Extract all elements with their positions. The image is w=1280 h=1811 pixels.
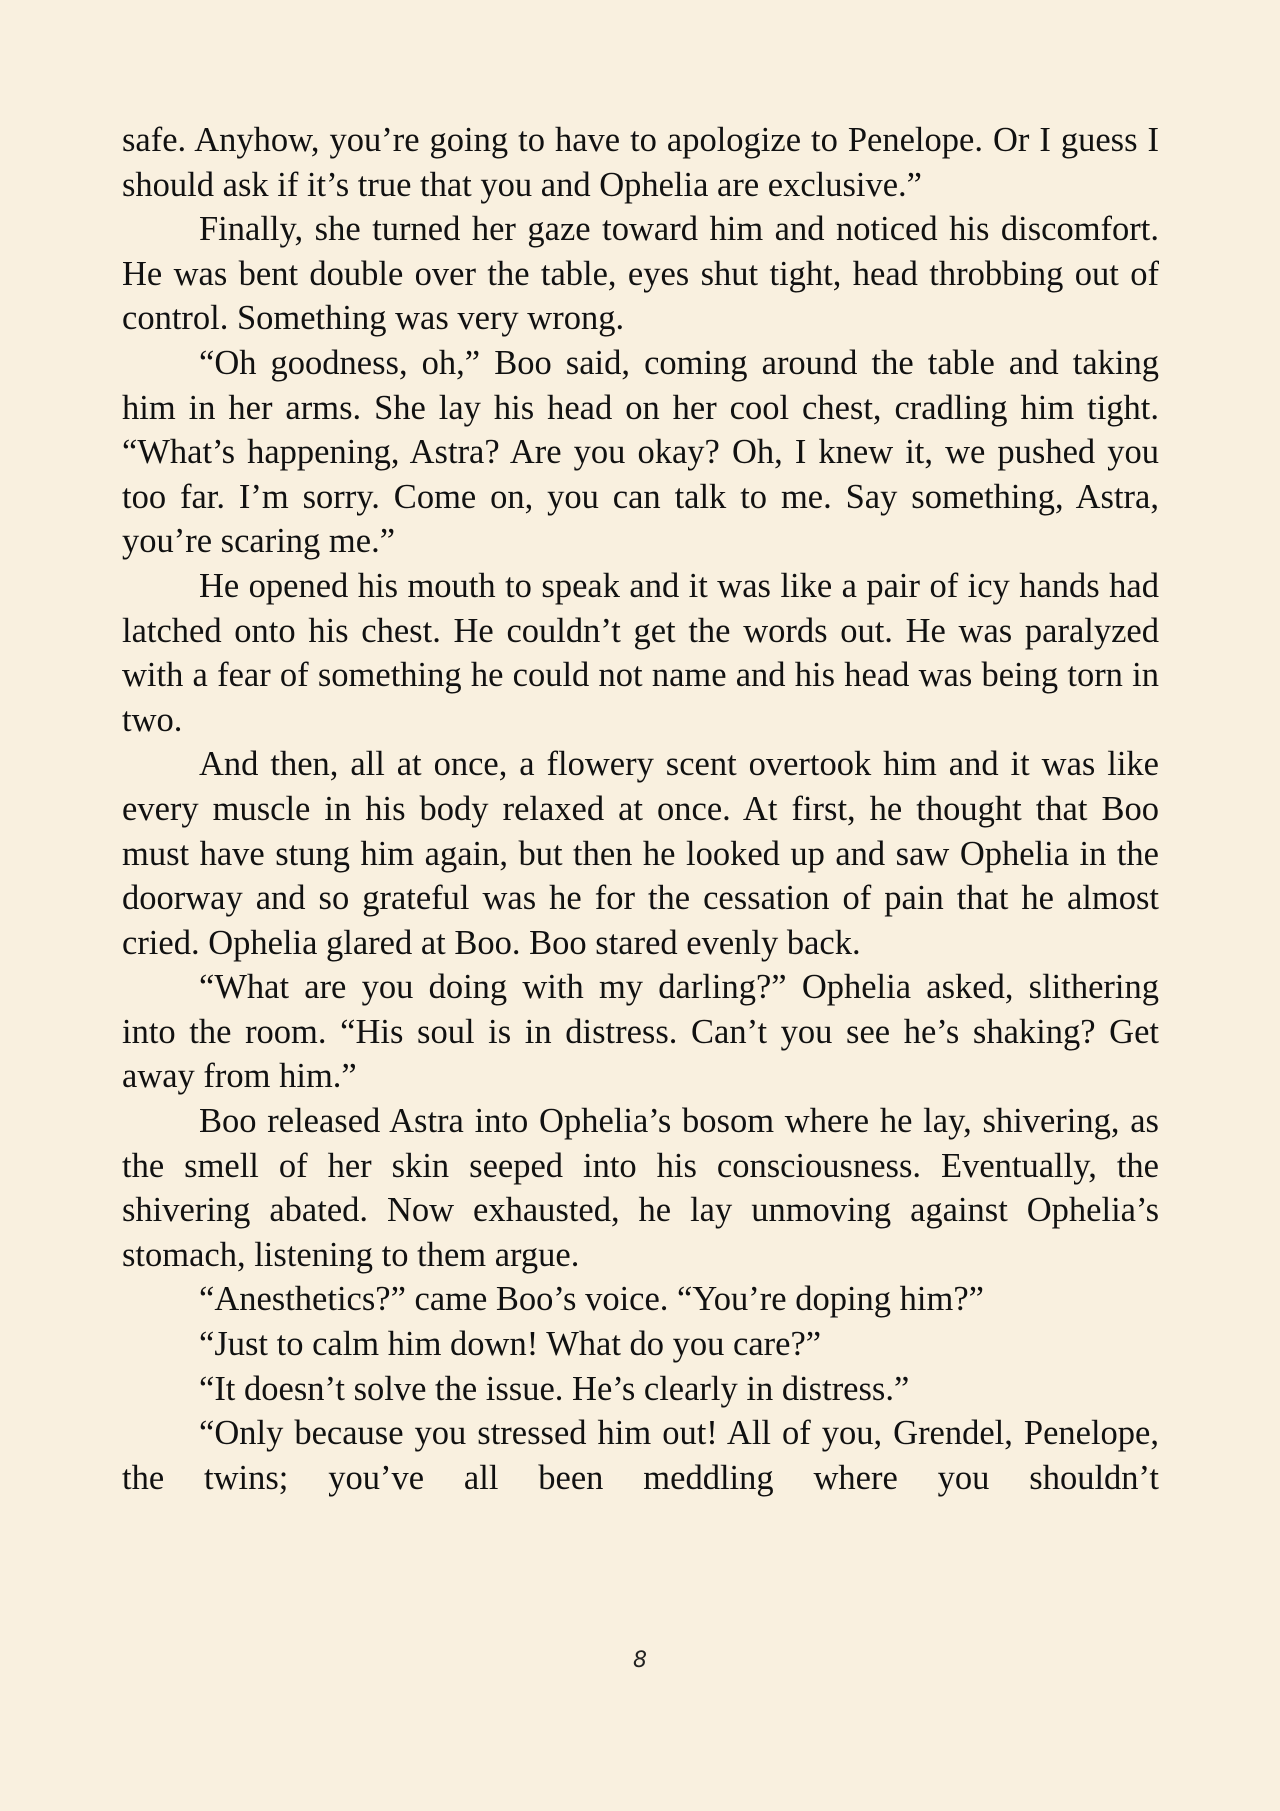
page-number: 8 (633, 1648, 647, 1673)
paragraph-11: “Only because you stressed him out! All of you, Grendel, Penelope, the twins; you’ve all been meddling where you shouldn’t (122, 1414, 1159, 1497)
paragraph-2: Finally, she turned her gaze toward him and noticed his discomfort. He was bent double over the table, eyes shut tight, head throbbing out of control. Something was very wrong. (122, 210, 1159, 338)
paragraph-6: “What are you doing with my darling?” Ophelia asked, slithering into the room. “His soul is in distress. Can’t you see he’s shaking? Get away from him.” (122, 968, 1159, 1096)
paragraph-3: “Oh goodness, oh,” Boo said, coming around the table and taking him in her arms. She lay his head on her cool chest, cradling him tight. “What’s happening, Astra? Are you okay? Oh, I knew it, we pushed you too far. I’m sorry. Come on, you can talk to me. Say something, Astra, you’re scaring me.” (122, 343, 1159, 561)
paragraph-4: He opened his mouth to speak and it was like a pair of icy hands had latched onto his chest. He couldn’t get the words out. He was paralyzed with a fear of something he could not name and his head was being torn in two. (122, 566, 1159, 739)
paragraph-7: Boo released Astra into Ophelia’s bosom where he lay, shivering, as the smell of her skin seeped into his consciousness. Eventually, the shivering abated. Now exhausted, he lay unmoving against Ophelia’s stomach, listening to them argue. (122, 1102, 1159, 1274)
page-body (122, 118, 1159, 1558)
paragraph-8: “Anesthetics?” came Boo’s voice. “You’re doping him?” (199, 1280, 984, 1319)
paragraph-10: “It doesn’t solve the issue. He’s clearly in distress.” (199, 1369, 910, 1408)
paragraph-1: safe. Anyhow, you’re going to have to apologize to Penelope. Or I guess I should ask if it’s true that you and Ophelia are exclusive.” (122, 121, 1159, 204)
paragraph-5: And then, all at once, a flowery scent overtook him and it was like every muscle in his body relaxed at once. At first, he thought that Boo must have stung him again, but then he looked up and saw Ophelia in the doorway and so grateful was he for the cessation of pain that he almost cried. Ophelia glared at Boo. Boo stared evenly back. (122, 745, 1159, 962)
paragraph-9: “Just to calm him down! What do you care?” (199, 1325, 822, 1364)
